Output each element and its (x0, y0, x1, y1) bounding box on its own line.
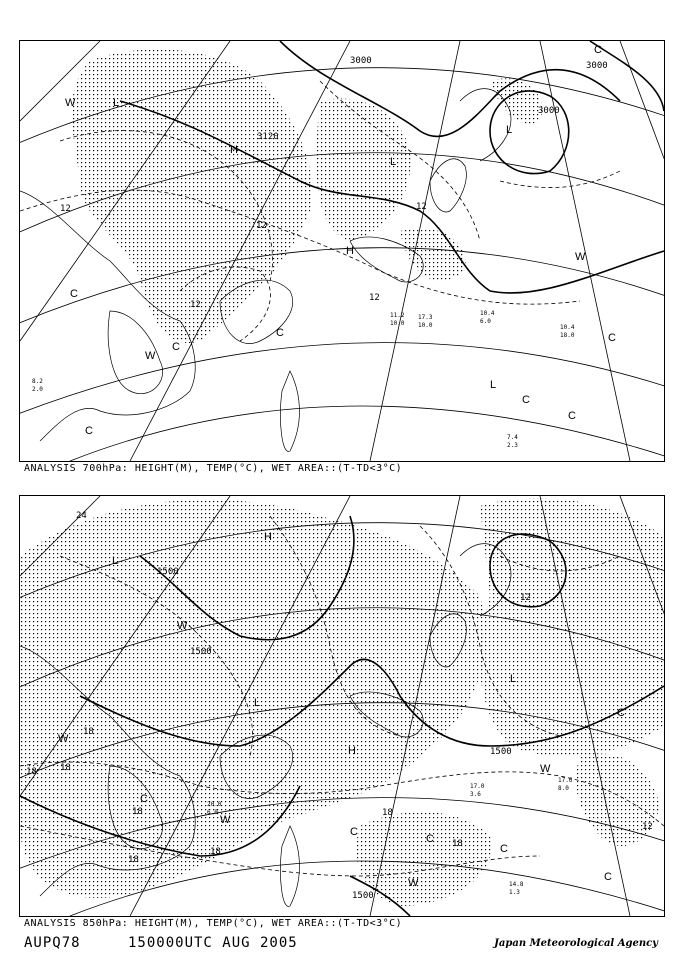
temp-label: 18 (382, 808, 393, 818)
station-value: 6.0 (480, 318, 491, 325)
system-marker: L (112, 555, 119, 567)
chart-700hpa (19, 40, 665, 462)
station-value: 10.0 (418, 322, 433, 329)
height-label: 3000 (350, 56, 372, 66)
temp-label: 24 (76, 511, 87, 521)
station-value: 3.6 (470, 791, 481, 798)
temp-label: 18 (26, 767, 37, 777)
height-label: 1500 (157, 567, 179, 577)
chart-850hpa (19, 495, 665, 917)
system-marker: C (604, 871, 612, 883)
system-marker: W (58, 733, 69, 745)
system-marker: H (348, 745, 356, 757)
system-marker: L (254, 697, 261, 709)
system-marker: C (172, 341, 180, 353)
temp-label: 18 (83, 727, 94, 737)
system-marker: C (522, 394, 530, 406)
temp-label: 12 (256, 221, 267, 231)
station-value: 11.2 (390, 312, 405, 319)
system-marker: H (346, 245, 354, 257)
station-value: 14.8 (509, 881, 524, 888)
height-label: 1500 (190, 647, 212, 657)
map-700hpa (20, 41, 664, 461)
height-label: 3000 (586, 61, 608, 71)
temp-label: 12 (642, 822, 653, 832)
station-value: 2.0 (32, 386, 43, 393)
system-marker: L (113, 97, 120, 109)
chart-850hpa-caption: ANALYSIS 850hPa: HEIGHT(M), TEMP(°C), WET AREA::(T-TD<3°C) (24, 918, 403, 929)
system-marker: C (350, 826, 358, 838)
map-850hpa (20, 496, 664, 916)
system-marker: C (617, 707, 625, 719)
station-value: 1.3 (509, 889, 520, 896)
station-value: 2.3 (507, 442, 518, 449)
station-value: 8.2 (32, 378, 43, 385)
station-value: 10.4 (560, 324, 575, 331)
system-marker: L (390, 156, 397, 168)
system-marker: C (85, 425, 93, 437)
system-marker: W (408, 877, 419, 889)
chart-700hpa-caption: ANALYSIS 700hPa: HEIGHT(M), TEMP(°C), WET AREA::(T-TD<3°C) (24, 463, 403, 474)
system-marker: L (506, 124, 513, 136)
height-label: 1500 (490, 747, 512, 757)
station-value: 6.0 (207, 809, 218, 816)
station-value: 17.3 (418, 314, 433, 321)
system-marker: C (70, 288, 78, 300)
height-label: 3120 (257, 132, 279, 142)
system-marker: C (608, 332, 616, 344)
system-marker: W (575, 251, 586, 263)
system-marker: C (276, 327, 284, 339)
station-value: 20.0 (207, 801, 222, 808)
system-marker: H (230, 144, 238, 156)
system-marker: C (500, 843, 508, 855)
station-value: 10.0 (390, 320, 405, 327)
wet-area (400, 228, 466, 280)
system-marker: L (510, 673, 517, 685)
agency-name: Japan Meteorological Agency (494, 938, 658, 949)
station-value: 17.0 (470, 783, 485, 790)
station-value: 18.0 (560, 332, 575, 339)
system-marker: W (145, 350, 156, 362)
system-marker: C (140, 793, 148, 805)
temp-label: 12 (369, 293, 380, 303)
station-value: 7.4 (507, 434, 518, 441)
station-value: 17.6 (558, 777, 573, 784)
height-label: 1500 (352, 891, 374, 901)
system-marker: C (426, 833, 434, 845)
temp-label: 12 (416, 202, 427, 212)
valid-time: 150000UTC AUG 2005 (128, 935, 298, 951)
system-marker: W (65, 97, 76, 109)
system-marker: C (594, 44, 602, 56)
height-label: 3000 (538, 106, 560, 116)
system-marker: H (264, 531, 272, 543)
wet-area (576, 753, 660, 846)
product-code: AUPQ78 (24, 935, 81, 951)
wet-area (72, 49, 312, 343)
station-value: 8.0 (558, 785, 569, 792)
system-marker: L (490, 379, 497, 391)
temp-label: 12 (520, 593, 531, 603)
temp-label: 12 (190, 300, 201, 310)
station-value: 10.4 (480, 310, 495, 317)
temp-label: 18 (452, 839, 463, 849)
system-marker: W (177, 620, 188, 632)
temp-label: 18 (132, 807, 143, 817)
wet-area (490, 78, 542, 123)
temp-label: 12 (60, 204, 71, 214)
wet-area (356, 812, 491, 906)
system-marker: W (220, 814, 231, 826)
temp-label: 18 (210, 847, 221, 857)
system-marker: C (568, 410, 576, 422)
temp-label: 18 (60, 763, 71, 773)
wet-area (316, 98, 410, 241)
temp-label: 18 (128, 855, 139, 865)
system-marker: W (540, 763, 551, 775)
